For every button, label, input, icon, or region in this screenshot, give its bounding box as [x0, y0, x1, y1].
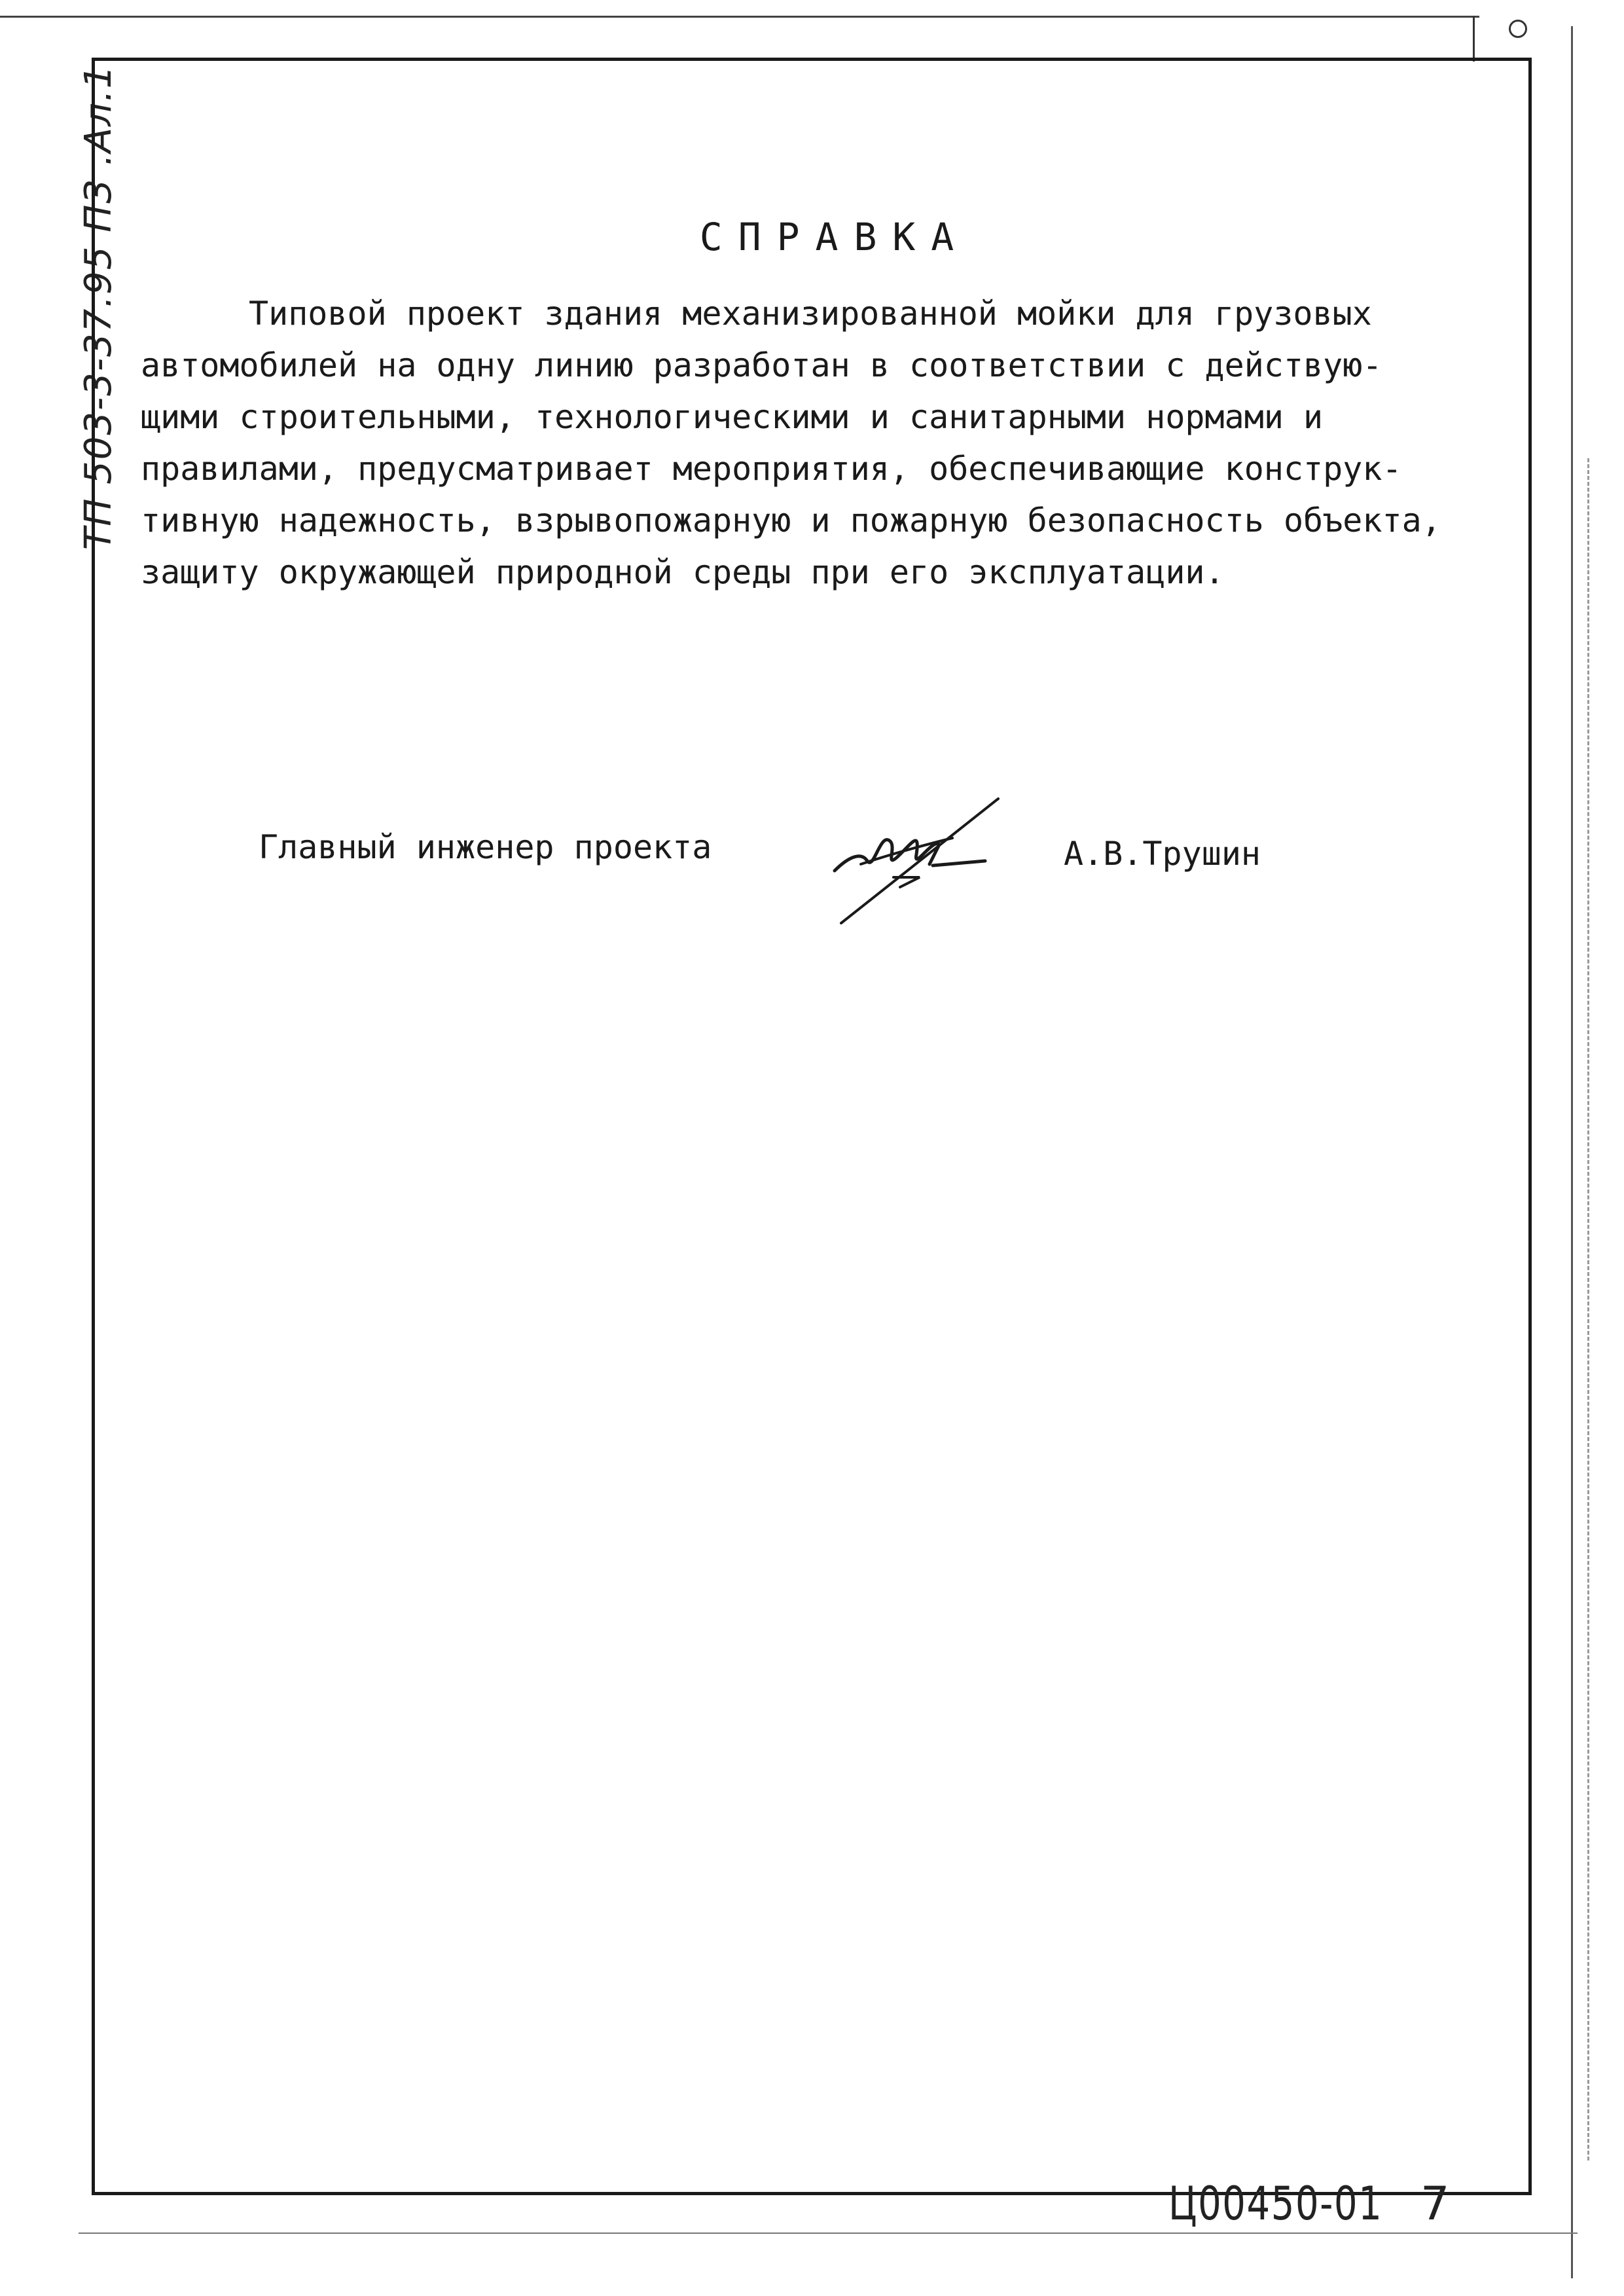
body-paragraph	[141, 288, 1489, 598]
side-stamp	[0, 0, 120, 589]
page-number: 7	[1420, 2177, 1450, 2231]
right-edge-line	[1571, 26, 1573, 2278]
document-title: СПРАВКА	[699, 215, 970, 259]
corner-circle-mark	[1509, 20, 1527, 38]
body-line: Типовой проект здания механизированной мойки для грузовых	[249, 295, 1372, 333]
body-line: тивную надежность, взрывопожарную и пожарную безопасность объекта,	[141, 501, 1441, 539]
top-corner-tab	[1473, 16, 1579, 62]
document-code: Ц00450-01	[1168, 2177, 1383, 2231]
body-line: защиту окружающей природной среды при его эксплуатации.	[141, 553, 1225, 591]
signature-position-label: Главный инженер проекта	[259, 828, 712, 866]
body-line: щими строительными, технологическими и санитарными нормами и	[141, 398, 1324, 436]
body-line: автомобилей на одну линию разработан в соответствии с действую-	[141, 346, 1382, 384]
right-edge-dashes	[1587, 458, 1589, 2160]
top-border-line	[0, 16, 1479, 18]
bottom-edge-line	[79, 2232, 1578, 2234]
signature-name: А.В.Трушин	[1064, 835, 1261, 873]
handwritten-signature	[821, 792, 1018, 936]
side-stamp-text: ТП 503-3-37.95 ПЗ .Ал.1	[77, 64, 120, 550]
body-line: правилами, предусматривает мероприятия, обеспечивающие конструк-	[141, 450, 1402, 488]
